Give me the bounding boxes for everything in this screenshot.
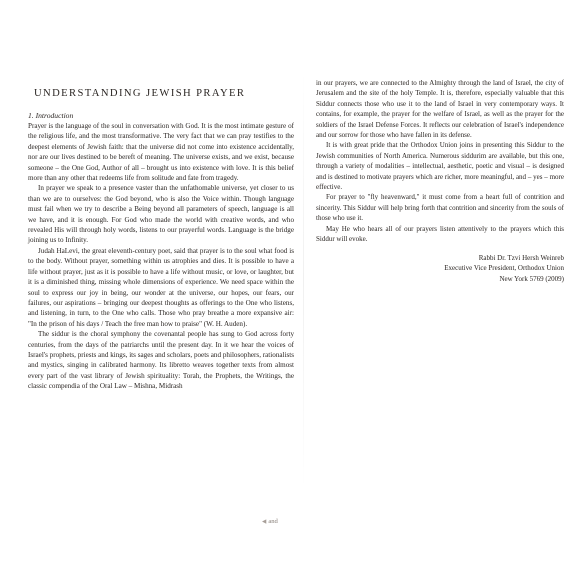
signature-name: Rabbi Dr. Tzvi Hersh Weinreb [478, 253, 564, 262]
paragraph: In prayer we speak to a presence vaster than the unfathomable universe, yet closer to us than we are to ourselves: the God beyond, who is also the Voice within. Though language must fail when we try to describe a Being beyond all parameters of speech, language is all we have, and it is enough. For God who made the world with creative words, and who revealed His will through holy words, listens to our prayerful words. Language is the bridge joining us to Infinity. [28, 184, 294, 245]
page-title: UNDERSTANDING JEWISH PRAYER [34, 88, 246, 99]
page-gutter [303, 70, 304, 490]
signature-role: Executive Vice President, Orthodox Union [444, 264, 564, 272]
signature-place-date: New York 5769 (2009) [499, 274, 564, 283]
continued-label: and [268, 518, 278, 525]
paragraph: The siddur is the choral symphony the covenantal people has sung to God across forty centuries, from the days of the patriarchs until the present day. In it we hear the voices of Israel's prophets, priests and kings, its sages and scholars, poets and philosophers, rationalists and mystics, singing in calibrated harmony. Its libretto weaves together texts from almost every part of the vast library of Jewish spirituality: Torah, the Prophets, the Writings, the classic compendia of the Oral Law – Mishna, Midrash [28, 330, 294, 391]
triangle-right-icon: ◀ [262, 519, 267, 525]
continued-marker [262, 518, 278, 525]
paragraph: For prayer to "fly heavenward," it must come from a heart full of contrition and sincerity. This Siddur will help bring forth that contrition and sincerity from the souls of those who use it. [316, 193, 564, 223]
paragraph: Judah HaLevi, the great eleventh-century poet, said that prayer is to the soul what food is to the body. Without prayer, something within us atrophies and dies. It is possible to have a life without prayer, just as it is possible to have a life without music, or love, or laughter, but it is a diminished thing, missing whole dimensions of experience. We need space within the soul to express our joy in being, our wonder at the universe, our hopes, our fears, our failures, our aspirations – bringing our deepest thoughts as offerings to the One who listens, and listening, in turn, to the One who calls. Those who pray breathe a more expansive air: "In the prison of his days / Teach the free man how to praise" (W. H. Auden). [28, 246, 294, 328]
paragraph: It is with great pride that the Orthodox Union joins in presenting this Siddur to the Jewish communities of North America. Numerous siddurim are available, but this one, through a variety of modalities – intellectual, aesthetic, poetic and visual – is designed and is destined to motivate prayers which are richer, more meaningful, and – yes – more effective. [316, 141, 564, 192]
paragraph: Prayer is the language of the soul in conversation with God. It is the most intimate gesture of the religious life, and the most transformative. The very fact that we can pray testifies to the deepest elements of Jewish faith: that the universe did not come into existence accidentally, nor are our lives destined to be bereft of meaning. The universe exists, and we exist, because someone – the One God, Author of all – brought us into existence with love. It is this belief more than any other that redeems life from solitude and fate from tragedy. [28, 122, 294, 183]
section-heading: 1. Introduction [28, 111, 74, 120]
signature-block [316, 253, 564, 285]
paragraph: in our prayers, we are connected to the Almighty through the land of Israel, the city of Jerusalem and the site of the holy Temple. It is, therefore, especially valuable that this Siddur connects those who use it to the land of Israel in very contemporary ways. It contains, for example, the prayer for the welfare of Israel, as well as the prayer for the soldiers of the Israel Defense Forces. It reflects our celebration of Israel's independence and our sorrow for those who have fallen in its defense. [316, 79, 564, 140]
right-page [316, 76, 564, 284]
paragraph: May He who hears all of our prayers listen attentively to the prayers which this Siddur will evoke. [316, 224, 564, 244]
left-page [28, 76, 294, 392]
